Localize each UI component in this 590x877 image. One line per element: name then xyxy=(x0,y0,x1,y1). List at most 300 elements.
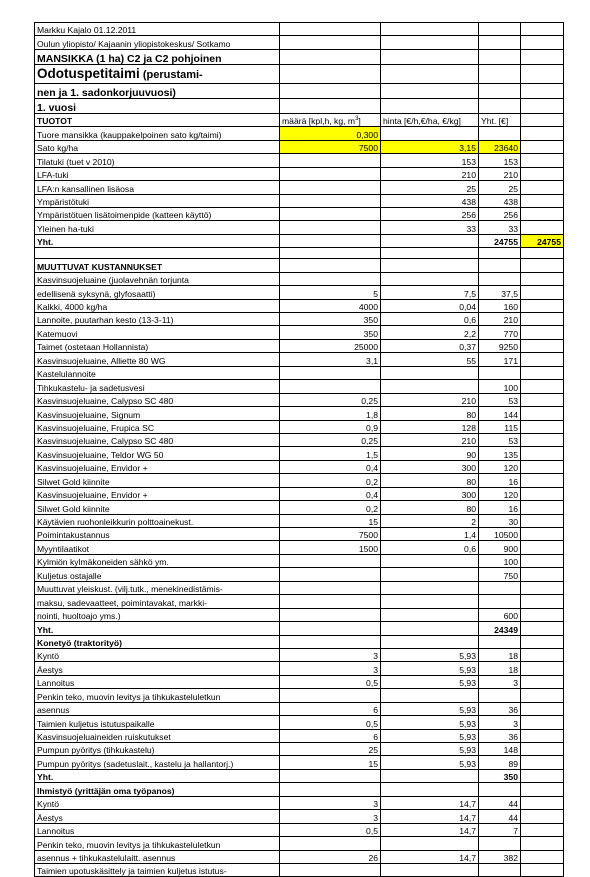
row-label: Taimet (ostetaan Hollannista) xyxy=(35,339,280,352)
empty-cell xyxy=(521,194,564,207)
empty-cell xyxy=(381,622,479,635)
empty-cell xyxy=(521,433,564,446)
empty-cell xyxy=(521,140,564,153)
empty-cell xyxy=(521,259,564,272)
row-amount: 25000 xyxy=(280,339,381,352)
variable-row xyxy=(35,528,564,541)
row-total: 36 xyxy=(479,729,521,742)
row-price xyxy=(381,366,479,379)
row-amount xyxy=(280,568,381,581)
row-total: 144 xyxy=(479,407,521,420)
variable-row xyxy=(35,595,564,608)
empty-cell xyxy=(521,608,564,621)
row-label: Kasvinsuojeluaine, Teldor WG 50 xyxy=(35,447,280,460)
row-amount: 350 xyxy=(280,326,381,339)
variable-row xyxy=(35,326,564,339)
empty-cell xyxy=(521,339,564,352)
row-price: 153 xyxy=(381,154,479,167)
empty-cell xyxy=(521,769,564,782)
variable-row xyxy=(35,393,564,406)
budget-table xyxy=(34,22,564,877)
row-label: Kastelulannoite xyxy=(35,366,280,379)
row-total: 9250 xyxy=(479,339,521,352)
row-amount: 15 xyxy=(280,756,381,769)
row-label: Kyntö xyxy=(35,648,280,661)
header-row xyxy=(35,23,564,36)
empty-cell xyxy=(521,823,564,836)
row-amount xyxy=(280,608,381,621)
variable-row xyxy=(35,514,564,527)
empty-cell xyxy=(521,702,564,715)
income-row xyxy=(35,221,564,234)
row-amount: 0,25 xyxy=(280,433,381,446)
row-total: 3 xyxy=(479,675,521,688)
row-total: 115 xyxy=(479,420,521,433)
row-total: 120 xyxy=(479,487,521,500)
row-price: 5,93 xyxy=(381,662,479,675)
empty-cell xyxy=(521,460,564,473)
row-price xyxy=(381,568,479,581)
row-amount xyxy=(280,837,381,850)
row-label: Taimien upotuskäsittely ja taimien kuljetus istutus- xyxy=(35,863,280,876)
row-total: 16 xyxy=(479,501,521,514)
empty-cell xyxy=(521,127,564,140)
row-price: 0,6 xyxy=(381,313,479,326)
row-price: 5,93 xyxy=(381,648,479,661)
crop-subtitle: MANSIKKA (1 ha) C2 ja C2 pohjoinen xyxy=(35,49,280,64)
row-price: 5,93 xyxy=(381,743,479,756)
variable-row xyxy=(35,487,564,500)
row-total: 37,5 xyxy=(479,286,521,299)
row-price xyxy=(381,554,479,567)
empty-cell xyxy=(280,234,381,247)
machine-row xyxy=(35,648,564,661)
empty-cell xyxy=(521,837,564,850)
row-price: 90 xyxy=(381,447,479,460)
row-total: 438 xyxy=(479,194,521,207)
empty-cell xyxy=(521,353,564,366)
empty-cell xyxy=(280,622,381,635)
row-total: 750 xyxy=(479,568,521,581)
row-label: Kasvinsuojeluaine (juolavehnän torjunta xyxy=(35,272,280,285)
row-total: 770 xyxy=(479,326,521,339)
machine-row xyxy=(35,675,564,688)
row-total: 382 xyxy=(479,850,521,863)
header-row xyxy=(35,64,564,83)
empty-cell xyxy=(381,635,479,648)
row-amount: 1,8 xyxy=(280,407,381,420)
row-label: Käytävien ruohonleikkurin polttoainekust. xyxy=(35,514,280,527)
row-total: 53 xyxy=(479,433,521,446)
row-total: 89 xyxy=(479,756,521,769)
amount-header-sup: 3 xyxy=(355,116,359,123)
title-main: Odotuspetitaimi xyxy=(37,65,140,81)
variable-row xyxy=(35,501,564,514)
empty-cell xyxy=(521,729,564,742)
empty-cell xyxy=(521,541,564,554)
variable-row xyxy=(35,474,564,487)
empty-cell xyxy=(280,248,381,259)
row-price: 300 xyxy=(381,460,479,473)
section-heading: Konetyö (traktorityö) xyxy=(35,635,280,648)
labor-row xyxy=(35,796,564,809)
income-row xyxy=(35,140,564,153)
row-amount: 6 xyxy=(280,729,381,742)
row-amount xyxy=(280,221,381,234)
empty-cell xyxy=(521,487,564,500)
row-price: 438 xyxy=(381,194,479,207)
row-price: 80 xyxy=(381,474,479,487)
income-heading: TUOTOT xyxy=(35,113,280,126)
row-label: Lannoitus xyxy=(35,823,280,836)
row-amount: 1,5 xyxy=(280,447,381,460)
row-price: 25 xyxy=(381,181,479,194)
labor-row xyxy=(35,837,564,850)
income-row xyxy=(35,167,564,180)
row-amount xyxy=(280,207,381,220)
empty-cell xyxy=(521,662,564,675)
row-label: Pumpun pyöritys (sadetuslait., kastelu ja hallantorj.) xyxy=(35,756,280,769)
empty-cell xyxy=(521,380,564,393)
row-total: 160 xyxy=(479,299,521,312)
empty-cell xyxy=(521,326,564,339)
empty-cell xyxy=(521,407,564,420)
row-amount: 0,9 xyxy=(280,420,381,433)
row-price: 210 xyxy=(381,393,479,406)
row-price xyxy=(381,272,479,285)
row-label: Poimintakustannus xyxy=(35,528,280,541)
total-extra: 24755 xyxy=(521,234,564,247)
year-label: 1. vuosi xyxy=(35,98,280,113)
row-price: 1,4 xyxy=(381,528,479,541)
empty-cell xyxy=(521,675,564,688)
row-label: Kasvinsuojeluaine, Envidor + xyxy=(35,460,280,473)
variable-row xyxy=(35,420,564,433)
income-row xyxy=(35,194,564,207)
row-price: 128 xyxy=(381,420,479,433)
variable-row xyxy=(35,568,564,581)
income-row xyxy=(35,181,564,194)
row-amount: 0,4 xyxy=(280,487,381,500)
row-amount: 6 xyxy=(280,702,381,715)
row-price: 0,6 xyxy=(381,541,479,554)
row-price: 14,7 xyxy=(381,823,479,836)
row-price: 210 xyxy=(381,167,479,180)
variable-row xyxy=(35,380,564,393)
row-amount: 0,2 xyxy=(280,474,381,487)
empty-cell xyxy=(521,514,564,527)
row-price xyxy=(381,127,479,140)
row-total xyxy=(479,127,521,140)
empty-cell xyxy=(521,810,564,823)
variable-row xyxy=(35,433,564,446)
empty-cell xyxy=(521,501,564,514)
variable-row xyxy=(35,608,564,621)
variable-heading-row xyxy=(35,259,564,272)
row-label: Penkin teko, muovin levitys ja tihkukasteluletkun xyxy=(35,837,280,850)
price-header: hinta [€/h,€/ha, €/kg] xyxy=(381,113,479,126)
row-total: 210 xyxy=(479,167,521,180)
machine-row xyxy=(35,662,564,675)
empty-cell xyxy=(521,447,564,460)
empty-cell xyxy=(381,234,479,247)
total-value: 24755 xyxy=(479,234,521,247)
empty-cell xyxy=(521,528,564,541)
total-label: Yht. xyxy=(35,622,280,635)
row-amount: 26 xyxy=(280,850,381,863)
row-price xyxy=(381,608,479,621)
variable-row xyxy=(35,339,564,352)
row-amount xyxy=(280,194,381,207)
variable-row xyxy=(35,353,564,366)
row-label: Silwet Gold kiinnite xyxy=(35,474,280,487)
labor-row xyxy=(35,810,564,823)
empty-cell xyxy=(479,783,521,796)
row-amount xyxy=(280,366,381,379)
amount-header xyxy=(280,113,381,126)
total-label: Yht. xyxy=(35,769,280,782)
row-total: 16 xyxy=(479,474,521,487)
row-label: Kuljetus ostajalle xyxy=(35,568,280,581)
row-amount: 0,25 xyxy=(280,393,381,406)
machine-row xyxy=(35,756,564,769)
empty-cell xyxy=(280,259,381,272)
empty-cell xyxy=(521,716,564,729)
header-row xyxy=(35,83,564,98)
row-label: Lannoitus xyxy=(35,675,280,688)
row-price: 7,5 xyxy=(381,286,479,299)
row-amount xyxy=(280,863,381,876)
empty-cell xyxy=(35,248,280,259)
variable-row xyxy=(35,447,564,460)
header-row xyxy=(35,36,564,49)
variable-row xyxy=(35,541,564,554)
labor-row xyxy=(35,850,564,863)
row-label: edellisenä syksynä, glyfosaatti) xyxy=(35,286,280,299)
total-value: 350 xyxy=(479,769,521,782)
empty-cell xyxy=(521,299,564,312)
row-amount: 7500 xyxy=(280,140,381,153)
row-price xyxy=(381,595,479,608)
empty-cell xyxy=(521,221,564,234)
organization: Oulun yliopisto/ Kajaanin yliopistokeskus/ Sotkamo xyxy=(35,36,280,49)
row-total: 210 xyxy=(479,313,521,326)
row-amount: 3 xyxy=(280,796,381,809)
empty-cell xyxy=(479,635,521,648)
row-label: Tilatuki (tuet v 2010) xyxy=(35,154,280,167)
empty-cell xyxy=(280,635,381,648)
row-total: 44 xyxy=(479,796,521,809)
row-price xyxy=(381,581,479,594)
row-amount: 25 xyxy=(280,743,381,756)
author-date: Markku Kajalo 01.12.2011 xyxy=(35,23,280,36)
empty-cell xyxy=(479,248,521,259)
row-amount: 1500 xyxy=(280,541,381,554)
empty-cell xyxy=(521,689,564,702)
row-price xyxy=(381,689,479,702)
empty-cell xyxy=(521,635,564,648)
row-price: 5,93 xyxy=(381,756,479,769)
empty-cell xyxy=(521,313,564,326)
row-amount: 0,2 xyxy=(280,501,381,514)
row-label: Tihkukastelu- ja sadetusvesi xyxy=(35,380,280,393)
row-amount xyxy=(280,380,381,393)
row-total xyxy=(479,689,521,702)
row-price: 55 xyxy=(381,353,479,366)
section-heading: Ihmistyö (yrittäjän oma työpanos) xyxy=(35,783,280,796)
row-price: 80 xyxy=(381,407,479,420)
total-value: 24349 xyxy=(479,622,521,635)
amount-header-end: ] xyxy=(358,116,361,127)
row-total: 33 xyxy=(479,221,521,234)
row-price: 5,93 xyxy=(381,702,479,715)
row-price xyxy=(381,837,479,850)
row-price: 210 xyxy=(381,433,479,446)
row-total: 23640 xyxy=(479,140,521,153)
empty-cell xyxy=(521,581,564,594)
row-amount xyxy=(280,595,381,608)
row-amount: 0,5 xyxy=(280,716,381,729)
row-total: 100 xyxy=(479,380,521,393)
empty-cell xyxy=(521,286,564,299)
row-total: 44 xyxy=(479,810,521,823)
variable-row xyxy=(35,286,564,299)
row-total: 18 xyxy=(479,662,521,675)
row-amount: 5 xyxy=(280,286,381,299)
row-label: Penkin teko, muovin levitys ja tihkukasteluletkun xyxy=(35,689,280,702)
variable-row xyxy=(35,299,564,312)
row-label: LFA-tuki xyxy=(35,167,280,180)
row-label: Kasvinsuojeluaine, Signum xyxy=(35,407,280,420)
row-total: 10500 xyxy=(479,528,521,541)
row-total: 120 xyxy=(479,460,521,473)
empty-cell xyxy=(521,648,564,661)
row-total: 171 xyxy=(479,353,521,366)
row-price: 80 xyxy=(381,501,479,514)
row-total: 256 xyxy=(479,207,521,220)
variable-row xyxy=(35,272,564,285)
row-price xyxy=(381,380,479,393)
labor-row xyxy=(35,863,564,876)
column-header-row xyxy=(35,113,564,126)
row-total: 135 xyxy=(479,447,521,460)
row-amount xyxy=(280,689,381,702)
total-header: Yht. [€] xyxy=(479,113,521,126)
row-label: Ympäristötuen lisätoimenpide (katteen käyttö) xyxy=(35,207,280,220)
row-total xyxy=(479,272,521,285)
variable-row xyxy=(35,460,564,473)
machine-total-row xyxy=(35,769,564,782)
machine-heading-row xyxy=(35,635,564,648)
row-total: 148 xyxy=(479,743,521,756)
machine-row xyxy=(35,702,564,715)
empty-cell xyxy=(521,743,564,756)
labor-row xyxy=(35,823,564,836)
empty-cell xyxy=(521,783,564,796)
row-label: Kalkki, 4000 kg/ha xyxy=(35,299,280,312)
machine-row xyxy=(35,743,564,756)
empty-cell xyxy=(381,259,479,272)
row-price: 0,37 xyxy=(381,339,479,352)
labor-heading-row xyxy=(35,783,564,796)
income-row xyxy=(35,207,564,220)
row-label: Kylmiön kylmäkoneiden sähkö ym. xyxy=(35,554,280,567)
row-price: 14,7 xyxy=(381,810,479,823)
spreadsheet xyxy=(34,22,564,877)
empty-cell xyxy=(521,181,564,194)
header-row xyxy=(35,98,564,113)
empty-cell xyxy=(521,366,564,379)
row-total: 100 xyxy=(479,554,521,567)
row-label: Lannoite, puutarhan kesto (13-3-11) xyxy=(35,313,280,326)
income-row xyxy=(35,154,564,167)
empty-cell xyxy=(521,554,564,567)
row-total: 3 xyxy=(479,716,521,729)
row-price: 33 xyxy=(381,221,479,234)
row-total: 53 xyxy=(479,393,521,406)
machine-row xyxy=(35,729,564,742)
row-label: asennus + tihkukastelulaitt. asennus xyxy=(35,850,280,863)
row-label: nointi, huoltoajo yms.) xyxy=(35,608,280,621)
row-amount: 7500 xyxy=(280,528,381,541)
row-amount: 0,300 xyxy=(280,127,381,140)
title-paren: (perustami- xyxy=(139,68,203,81)
row-price: 0,04 xyxy=(381,299,479,312)
empty-cell xyxy=(521,420,564,433)
row-total xyxy=(479,581,521,594)
row-label: Tuore mansikka (kauppakelpoinen sato kg/taimi) xyxy=(35,127,280,140)
row-total: 25 xyxy=(479,181,521,194)
row-amount xyxy=(280,554,381,567)
row-total xyxy=(479,863,521,876)
empty-cell xyxy=(521,850,564,863)
row-amount: 3 xyxy=(280,662,381,675)
empty-cell xyxy=(521,272,564,285)
empty-cell xyxy=(521,154,564,167)
row-label: Äestys xyxy=(35,810,280,823)
row-label: Kasvinsuojeluaine, Calypso SC 480 xyxy=(35,393,280,406)
row-amount: 0,5 xyxy=(280,675,381,688)
empty-cell xyxy=(521,474,564,487)
empty-cell xyxy=(521,756,564,769)
row-label: Ympäristötuki xyxy=(35,194,280,207)
row-price: 256 xyxy=(381,207,479,220)
variable-row xyxy=(35,581,564,594)
row-price: 2 xyxy=(381,514,479,527)
row-label: maksu, sadevaatteet, poimintavakat, markki- xyxy=(35,595,280,608)
machine-row xyxy=(35,716,564,729)
row-label: Yleinen ha-tuki xyxy=(35,221,280,234)
row-amount xyxy=(280,581,381,594)
page-title xyxy=(35,64,280,83)
row-label: Kasvinsuojeluaine, Envidor + xyxy=(35,487,280,500)
empty-cell xyxy=(479,259,521,272)
row-total: 900 xyxy=(479,541,521,554)
row-total: 153 xyxy=(479,154,521,167)
row-label: Kyntö xyxy=(35,796,280,809)
row-amount: 4000 xyxy=(280,299,381,312)
row-label: Kasvinsuojeluaine, Alliette 80 WG xyxy=(35,353,280,366)
row-price: 14,7 xyxy=(381,850,479,863)
row-label: Sato kg/ha xyxy=(35,140,280,153)
row-label: Taimien kuljetus istutuspaikalle xyxy=(35,716,280,729)
empty-cell xyxy=(280,783,381,796)
row-amount: 3 xyxy=(280,810,381,823)
row-total: 18 xyxy=(479,648,521,661)
row-amount xyxy=(280,181,381,194)
variable-row xyxy=(35,554,564,567)
variable-row xyxy=(35,313,564,326)
